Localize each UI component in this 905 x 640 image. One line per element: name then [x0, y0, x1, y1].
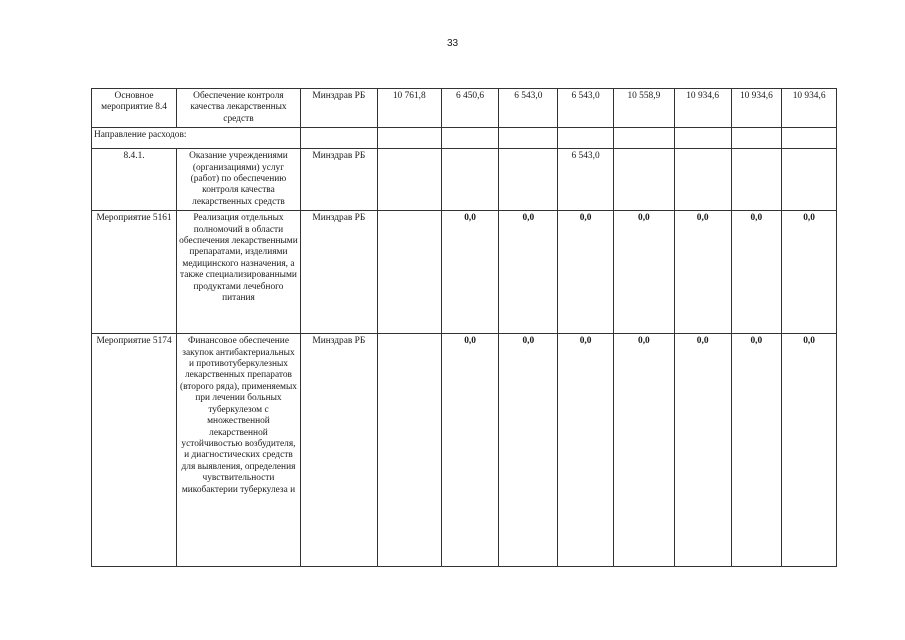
empty-cell	[782, 128, 837, 149]
value-cell	[731, 149, 782, 211]
value-cell: 0,0	[731, 211, 782, 334]
measure-code: Мероприятие 5174	[92, 334, 177, 567]
value-cell: 10 761,8	[377, 89, 441, 128]
value-cell: 6 543,0	[558, 89, 614, 128]
value-cell: 0,0	[782, 211, 837, 334]
measure-name: Финансовое обеспечение закупок антибактериальных и противотуберкулезных лекарственных препаратов (второго ряда), применяемых при лечении больных туберкулезом с множественной лекарственной устойчивостью возбудителя, и диагностических средств для выявления, определения чувствительности микобактерии туберкулеза и	[177, 334, 301, 567]
executor: Минздрав РБ	[300, 211, 377, 334]
value-cell	[499, 149, 558, 211]
table-row	[92, 149, 837, 211]
value-cell: 0,0	[782, 334, 837, 567]
value-cell: 0,0	[499, 211, 558, 334]
value-cell: 10 934,6	[674, 89, 731, 128]
value-cell	[377, 149, 441, 211]
value-cell: 0,0	[613, 334, 674, 567]
value-cell	[613, 149, 674, 211]
empty-cell	[441, 128, 499, 149]
measure-code: Мероприятие 5161	[92, 211, 177, 334]
empty-cell	[377, 128, 441, 149]
measure-code: 8.4.1.	[92, 149, 177, 211]
value-cell	[377, 334, 441, 567]
value-cell: 6 450,6	[441, 89, 499, 128]
value-cell	[782, 149, 837, 211]
value-cell: 0,0	[674, 334, 731, 567]
table-row	[92, 128, 837, 149]
measure-name: Обеспечение контроля качества лекарственных средств	[177, 89, 301, 128]
value-cell	[441, 149, 499, 211]
value-cell: 0,0	[441, 334, 499, 567]
empty-cell	[674, 128, 731, 149]
value-cell: 10 558,9	[613, 89, 674, 128]
value-cell: 0,0	[558, 334, 614, 567]
measure-code: Основное мероприятие 8.4	[92, 89, 177, 128]
value-cell: 10 934,6	[731, 89, 782, 128]
empty-cell	[731, 128, 782, 149]
value-cell: 6 543,0	[499, 89, 558, 128]
empty-cell	[558, 128, 614, 149]
value-cell: 10 934,6	[782, 89, 837, 128]
executor: Минздрав РБ	[300, 149, 377, 211]
table-row	[92, 334, 837, 567]
page-number: 33	[446, 38, 459, 49]
value-cell: 0,0	[731, 334, 782, 567]
value-cell	[377, 211, 441, 334]
value-cell: 0,0	[499, 334, 558, 567]
measure-name: Оказание учреждениями (организациями) услуг (работ) по обеспечению контроля качества лекарственных средств	[177, 149, 301, 211]
measure-name: Реализация отдельных полномочий в области обеспечения лекарственными препаратами, изделиями медицинского назначения, а также специализированными продуктами лечебного питания	[177, 211, 301, 334]
expense-direction-label: Направление расходов:	[92, 128, 301, 149]
value-cell	[674, 149, 731, 211]
executor: Минздрав РБ	[300, 334, 377, 567]
empty-cell	[613, 128, 674, 149]
table-row	[92, 211, 837, 334]
value-cell: 0,0	[558, 211, 614, 334]
value-cell: 0,0	[613, 211, 674, 334]
value-cell: 0,0	[674, 211, 731, 334]
value-cell: 6 543,0	[558, 149, 614, 211]
budget-table	[91, 88, 837, 567]
executor: Минздрав РБ	[300, 89, 377, 128]
empty-cell	[499, 128, 558, 149]
value-cell: 0,0	[441, 211, 499, 334]
empty-cell	[300, 128, 377, 149]
table-row	[92, 89, 837, 128]
